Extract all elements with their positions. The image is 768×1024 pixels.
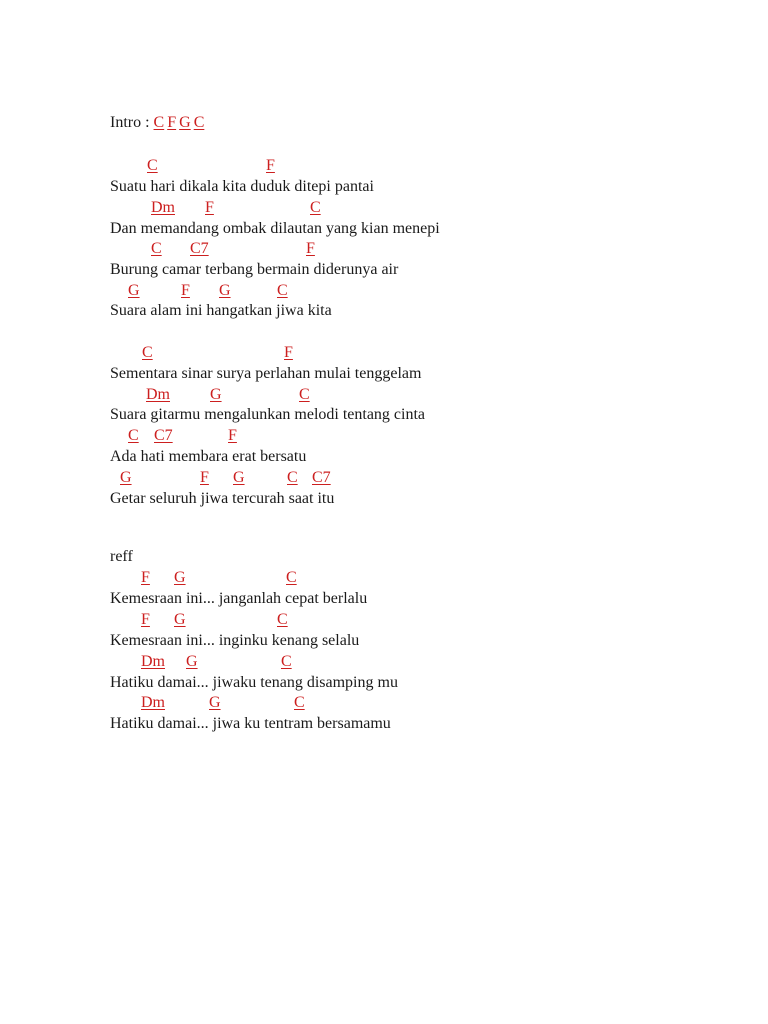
chord: G bbox=[186, 653, 198, 670]
lyric-line: Hatiku damai... jiwa ku tentram bersamamu bbox=[110, 715, 391, 732]
chord-row bbox=[0, 386, 768, 406]
chord-row bbox=[0, 199, 768, 219]
chord: C bbox=[151, 240, 162, 257]
chord-row bbox=[0, 427, 768, 447]
lyric-line: Burung camar terbang bermain diderunya air bbox=[110, 261, 399, 278]
lyric-line: Suatu hari dikala kita duduk ditepi pantai bbox=[110, 178, 374, 195]
chord: F bbox=[306, 240, 315, 257]
chord-row bbox=[0, 694, 768, 714]
chord: F bbox=[141, 611, 150, 628]
chord: C7 bbox=[312, 469, 331, 486]
chord: C bbox=[287, 469, 298, 486]
intro-chord: C bbox=[153, 114, 165, 131]
chord: G bbox=[128, 282, 140, 299]
chord: G bbox=[210, 386, 222, 403]
lyric-line: Sementara sinar surya perlahan mulai tenggelam bbox=[110, 365, 422, 382]
lyric-line: Suara gitarmu mengalunkan melodi tentang cinta bbox=[110, 406, 426, 423]
chord-row bbox=[0, 282, 768, 302]
lyric-line: Suara alam ini hangatkan jiwa kita bbox=[110, 302, 332, 319]
lyric-line: Kemesraan ini... inginku kenang selalu bbox=[110, 632, 360, 649]
chord: Dm bbox=[151, 199, 175, 216]
lyric-line: Hatiku damai... jiwaku tenang disamping mu bbox=[110, 674, 398, 691]
chord: C bbox=[294, 694, 305, 711]
chord-row bbox=[0, 157, 768, 177]
intro-label: Intro : bbox=[110, 114, 150, 131]
chord: Dm bbox=[146, 386, 170, 403]
chord: G bbox=[219, 282, 231, 299]
chord: F bbox=[266, 157, 275, 174]
chord: Dm bbox=[141, 653, 165, 670]
chord: C bbox=[147, 157, 158, 174]
lyric-line: Dan memandang ombak dilautan yang kian menepi bbox=[110, 220, 440, 237]
chord: G bbox=[233, 469, 245, 486]
chord-row bbox=[0, 240, 768, 260]
chord: F bbox=[141, 569, 150, 586]
chord: C bbox=[128, 427, 139, 444]
chord: G bbox=[120, 469, 132, 486]
chord: F bbox=[205, 199, 214, 216]
chord: C bbox=[310, 199, 321, 216]
chord: C bbox=[299, 386, 310, 403]
chord: F bbox=[228, 427, 237, 444]
chord-row bbox=[0, 653, 768, 673]
chord: C bbox=[277, 282, 288, 299]
chord: C bbox=[286, 569, 297, 586]
chord: C7 bbox=[154, 427, 173, 444]
lyric-line: Kemesraan ini... janganlah cepat berlalu bbox=[110, 590, 368, 607]
chord: G bbox=[174, 569, 186, 586]
chord-row bbox=[0, 344, 768, 364]
intro-chord: F bbox=[167, 114, 177, 131]
chord-row bbox=[0, 469, 768, 489]
reff-label: reff bbox=[110, 548, 133, 565]
chord: Dm bbox=[141, 694, 165, 711]
chord: C7 bbox=[190, 240, 209, 257]
chord: G bbox=[174, 611, 186, 628]
chord: G bbox=[209, 694, 221, 711]
intro-line bbox=[110, 114, 207, 132]
intro-chord: G bbox=[179, 114, 191, 131]
lyric-line: Getar seluruh jiwa tercurah saat itu bbox=[110, 490, 335, 507]
chord: F bbox=[200, 469, 209, 486]
lyric-line: Ada hati membara erat bersatu bbox=[110, 448, 307, 465]
chord: C bbox=[277, 611, 288, 628]
chord: F bbox=[181, 282, 190, 299]
chord: F bbox=[284, 344, 293, 361]
chord: C bbox=[281, 653, 292, 670]
chord-row bbox=[0, 569, 768, 589]
chord: C bbox=[142, 344, 153, 361]
chord-row bbox=[0, 611, 768, 631]
intro-chord: C bbox=[193, 114, 205, 131]
